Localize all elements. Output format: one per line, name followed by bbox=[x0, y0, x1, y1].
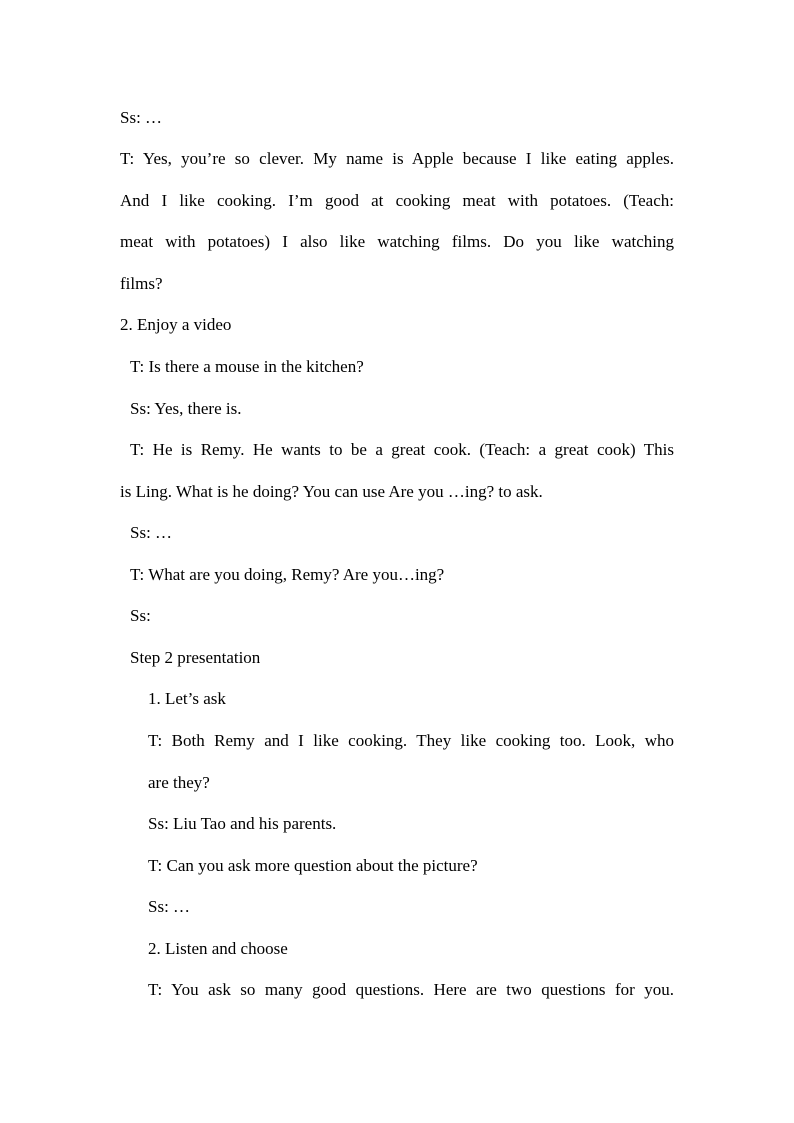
subsection-heading: 2. Listen and choose bbox=[148, 939, 288, 958]
dialogue-line: T: He is Remy. He wants to be a great cook. (Teach: a great cook) This bbox=[130, 440, 674, 459]
dialogue-line: And I like cooking. I’m good at cooking meat with potatoes. (Teach: bbox=[120, 191, 674, 210]
dialogue-line: T: Both Remy and I like cooking. They like cooking too. Look, who bbox=[148, 731, 674, 750]
section-heading: 2. Enjoy a video bbox=[120, 315, 232, 334]
dialogue-line: Ss: … bbox=[120, 108, 163, 127]
dialogue-line: Ss: bbox=[130, 606, 151, 625]
dialogue-line: T: What are you doing, Remy? Are you…ing? bbox=[130, 565, 445, 584]
dialogue-line: T: Can you ask more question about the picture? bbox=[148, 856, 478, 875]
section-heading: Step 2 presentation bbox=[130, 648, 261, 667]
dialogue-line: are they? bbox=[148, 773, 210, 792]
subsection-heading: 1. Let’s ask bbox=[148, 689, 226, 708]
dialogue-line: meat with potatoes) I also like watching films. Do you like watching bbox=[120, 232, 674, 251]
dialogue-line: T: You ask so many good questions. Here are two questions for you. bbox=[148, 980, 674, 999]
dialogue-line: T: Yes, you’re so clever. My name is Apple because I like eating apples. bbox=[120, 149, 674, 168]
dialogue-line: is Ling. What is he doing? You can use Are you …ing? to ask. bbox=[120, 482, 543, 501]
dialogue-line: Ss: Liu Tao and his parents. bbox=[148, 814, 337, 833]
dialogue-line: films? bbox=[120, 274, 163, 293]
dialogue-line: Ss: … bbox=[130, 523, 173, 542]
dialogue-line: T: Is there a mouse in the kitchen? bbox=[130, 357, 364, 376]
dialogue-line: Ss: Yes, there is. bbox=[130, 399, 242, 418]
dialogue-line: Ss: … bbox=[148, 897, 191, 916]
